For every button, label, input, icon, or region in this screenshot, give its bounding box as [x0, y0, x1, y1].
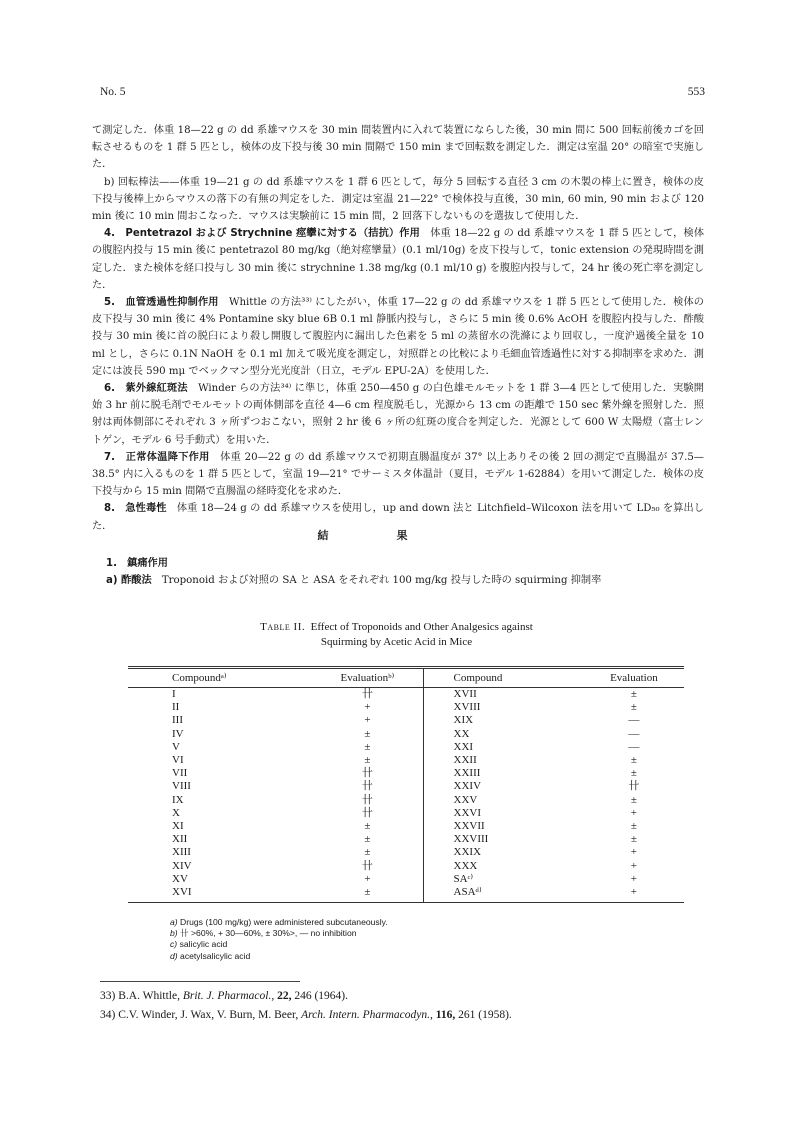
- compound-cell: XVIII: [423, 701, 584, 714]
- reference-journal: Arch. Intern. Pharmacodyn.,: [301, 1009, 433, 1021]
- compound-cell: II: [172, 701, 180, 714]
- table-caption: [0, 620, 793, 650]
- section-7-text: 体重 20—22 g の dd 系雄マウスで初期直腸温度が 37° 以上ありその後 2 回の測定で直腸温が 37.5—38.5° 内に入るものを 1 群 5 匹として，室温 19—21° でサーミスタ体温計（夏目，モデル 1-62884）を用いて測定した．検体の皮下投与から 15 min 間隔で直腸温の経時変化を求めた．: [92, 451, 704, 498]
- evaluation-cell: +: [630, 859, 637, 872]
- table-row: [128, 767, 684, 780]
- evaluation-cell: 卄: [361, 688, 373, 700]
- reference-journal: Brit. J. Pharmacol.,: [182, 990, 275, 1002]
- table-row: [128, 860, 684, 873]
- evaluation-cell: +: [630, 846, 637, 859]
- compound-cell: XXI: [423, 741, 584, 754]
- evaluation-cell: ±: [364, 740, 371, 753]
- section-6-text: Winder らの方法³⁴⁾ に準じ，体重 250—450 g の白色雄モルモットを 1 群 3—4 匹として使用した．実験開始 3 hr 前に脱毛剤でモルモットの両体側部を直径 4—6 cm 程度脱毛し，光源から 13 cm の距離で 150 sec 紫外線を照射した．照射は両体側部にそれぞれ 3 ヶ所ずつおこない，照射 2 hr 後 6 ヶ所の紅斑の度合を判定した．光源として 600 W 太陽燈（富士レントゲン，モデル 6 号手動式）を用いた．: [92, 383, 704, 446]
- table-label: Table II.: [260, 621, 306, 633]
- table-footnote: [170, 917, 388, 928]
- footnote-key: b): [170, 928, 178, 939]
- evaluation-cell: —: [628, 714, 640, 727]
- paragraph-rotarod: b) 回転棒法——体重 19—21 g の dd 系雄マウスを 1 群 6 匹として，毎分 5 回転する直径 3 cm の木製の棒上に置き，検体の皮下投与後棒上からマウスの落下の有無の判定をした．測定は室温 21—22° で検体投与直後，30 min, 60 min, 90 min および 120 min 後に 10 min 間おこなった．マウスは実験前に 15 min 間，2 回落下しないものを選抜して使用した．: [92, 176, 704, 223]
- evaluation-cell: ±: [630, 820, 637, 833]
- compound-cell: XI: [172, 820, 184, 833]
- footnote-text: 卄 >60%, + 30—60%, ± 30%>, — no inhibition: [180, 928, 357, 939]
- evaluation-cell: 卄: [361, 767, 373, 780]
- evaluation-cell: 卄: [361, 806, 373, 819]
- evaluation-cell: +: [364, 714, 371, 727]
- compound-cell: XXV: [423, 794, 584, 807]
- evaluation-cell: ±: [630, 793, 637, 806]
- evaluation-cell: ±: [630, 754, 637, 767]
- table-footnotes: [170, 917, 388, 962]
- compound-cell: XXVIII: [423, 833, 584, 846]
- results-subsection-analgesic: 1. 鎮痛作用: [106, 558, 168, 569]
- section-5-heading: 5. 血管透過性抑制作用: [104, 297, 219, 309]
- evaluation-cell: 卄: [361, 793, 373, 806]
- compound-cell: XVII: [423, 688, 584, 702]
- section-7-heading: 7. 正常体温降下作用: [104, 451, 210, 463]
- section-7: [92, 449, 704, 501]
- evaluation-cell: ±: [630, 701, 637, 714]
- evaluation-cell: ±: [364, 727, 371, 740]
- reference-authors: B.A. Whittle,: [118, 990, 180, 1002]
- evaluation-cell: ±: [630, 767, 637, 780]
- reference-number: 34): [100, 1009, 116, 1021]
- journal-issue-number: No. 5: [100, 86, 126, 98]
- section-8-text: 体重 18—24 g の dd 系雄マウスを使用し，up and down 法と Litchfield–Wilcoxon 法を用いて LD₅₀ を算出した．: [92, 503, 704, 532]
- evaluation-cell: 卄: [361, 859, 373, 872]
- footnote-key: c): [170, 939, 178, 950]
- compound-cell: XXIV: [423, 780, 584, 793]
- footnote-divider: [100, 981, 300, 982]
- compound-cell: VI: [172, 754, 184, 767]
- header-evaluation-left: Evaluationᵇ⁾: [312, 668, 423, 688]
- header-evaluation-right: Evaluation: [584, 668, 684, 688]
- compound-cell: XXVI: [423, 807, 584, 820]
- compound-cell: IV: [172, 727, 184, 740]
- compound-cell: XIV: [172, 859, 192, 872]
- header-compound-right: Compound: [423, 668, 584, 688]
- reference-item: [100, 987, 512, 1006]
- compound-cell: VIII: [172, 780, 191, 793]
- compound-cell: VII: [172, 767, 188, 780]
- evaluation-cell: ±: [364, 820, 371, 833]
- evaluation-cell: ±: [364, 833, 371, 846]
- compound-cell: III: [172, 714, 183, 727]
- section-8-heading: 8. 急性毒性: [104, 503, 167, 515]
- evaluation-cell: ±: [364, 754, 371, 767]
- results-acetic-acid-paragraph: [106, 572, 706, 589]
- compound-cell: XVI: [128, 886, 312, 903]
- evaluation-cell: —: [628, 727, 640, 740]
- footnote-key: a): [170, 917, 178, 927]
- section-6-heading: 6. 紫外線紅斑法: [104, 383, 188, 395]
- table-row: [128, 754, 684, 767]
- section-4-text: 体重 18—22 g の dd 系雄マウスを 1 群 5 匹として，検体の腹腔内投与 15 min 後に pentetrazol 80 mg/kg（絶対痙攣量）(0.1 ml/10g) を皮下投与して，tonic extension の発現時間を測定した．また検体を経口投与し 30 min 後に strychnine 1.38 mg/kg (0.1 ml/10 g) を腹腔内投与して，24 hr 後の死亡率を測定した．: [92, 228, 705, 291]
- compound-cell: I: [172, 688, 176, 700]
- compound-cell: XIII: [172, 846, 191, 859]
- footnote-text: acetylsalicylic acid: [180, 950, 251, 961]
- reference-volume: 116,: [435, 1009, 456, 1021]
- table-footnote: [170, 951, 388, 962]
- compound-cell: IX: [172, 793, 184, 806]
- evaluation-cell: +: [630, 806, 637, 819]
- page-header: [100, 86, 705, 102]
- paragraph-rotating-cage: て測定した．体重 18—22 g の dd 系雄マウスを 30 min 間装置内に入れて装置にならした後，30 min 間に 500 回転前後カゴを回転させるものを 1 群 5 匹とし，検体の皮下投与後 30 min 間隔で 150 min まで回転数を測定した．測定は室温 20° の暗室で実施した．: [92, 125, 704, 171]
- table-row: [128, 886, 684, 903]
- table-footnote: [170, 928, 388, 939]
- table-caption-line1: Effect of Troponoids and Other Analgesics against: [310, 621, 533, 633]
- section-5-text: Whittle の方法³³⁾ にしたがい，体重 17—22 g の dd 系雄マウスを 1 群 5 匹として使用した．検体の皮下投与 30 min 後に 4% Pontamine sky blue 6B 0.1 ml 静脈内投与し，さらに 5 min 後 0.6% AcOH を腹腔内投与した．酢酸投与 30 min 後に首の脱臼により殺し開腹して腹腔内に漏出した色素を 5 ml の蒸留水の洗滌により回収し，一度沪過後全量を 10 ml とし，さらに 0.1N NaOH を 0.1 ml 加えて吸光度を測定し，対照群との比較により毛細血管透過性に対する抑制率を求めた．測定には波長 590 mμ でベックマン型分光光度計（日立，モデル EPU-2A）を使用した．: [92, 297, 704, 377]
- table-row: [128, 820, 684, 833]
- footnote-text: salicylic acid: [179, 939, 228, 950]
- footnote-key: d): [170, 950, 178, 961]
- section-5: [92, 294, 704, 380]
- table-header-row: [128, 668, 684, 688]
- reference-number: 33): [100, 990, 116, 1002]
- compound-cell: XXX: [423, 860, 584, 873]
- page-number: 553: [687, 86, 705, 98]
- reference-item: [100, 1006, 512, 1025]
- results-acetic-acid-text: Troponoid および対照の SA と ASA をそれぞれ 100 mg/kg 投与した時の squirming 抑制率: [151, 575, 602, 587]
- table-caption-line2: Squirming by Acetic Acid in Mice: [320, 636, 473, 648]
- references: [100, 987, 512, 1025]
- table-row: [128, 701, 684, 714]
- evaluation-cell: +: [630, 872, 637, 885]
- compound-cell: ASAᵈ⁾: [423, 886, 584, 903]
- compound-cell: XXVII: [423, 820, 584, 833]
- results-section: [106, 555, 706, 589]
- footnote-text: Drugs (100 mg/kg) were administered subcutaneously.: [180, 917, 388, 927]
- compound-cell: XXII: [423, 754, 584, 767]
- compound-cell: XXIII: [423, 767, 584, 780]
- section-4-heading: 4. Pentetrazol および Strychnine 痙攣に対する（拮抗）作用: [104, 228, 420, 240]
- table-row: [128, 833, 684, 846]
- compound-cell: XII: [172, 833, 188, 846]
- evaluation-cell: +: [364, 701, 371, 714]
- compound-cell: XX: [423, 728, 584, 741]
- results-acetic-acid-heading: a) 酢酸法: [106, 575, 152, 587]
- evaluation-cell: —: [628, 740, 640, 753]
- evaluation-cell: ±: [312, 886, 423, 903]
- table-footnote: [170, 939, 388, 950]
- table-row: [128, 846, 684, 859]
- table-row: [128, 741, 684, 754]
- evaluation-cell: 卄: [361, 780, 373, 793]
- table-row: [128, 688, 684, 702]
- compound-cell: SAᶜ⁾: [423, 873, 584, 886]
- reference-pages-year: 246 (1964).: [294, 990, 349, 1002]
- table-row: [128, 794, 684, 807]
- table-row: [128, 714, 684, 727]
- compound-cell: V: [172, 740, 180, 753]
- evaluation-cell: +: [584, 886, 684, 903]
- compound-cell: XXIX: [423, 846, 584, 859]
- header-compound-left: Compoundᵃ⁾: [128, 668, 312, 688]
- evaluation-cell: ±: [630, 833, 637, 846]
- results-heading: 結果: [317, 529, 476, 542]
- squirming-table: [128, 666, 684, 903]
- section-6: [92, 380, 704, 449]
- table-row: [128, 728, 684, 741]
- evaluation-cell: ±: [364, 846, 371, 859]
- compound-cell: XV: [172, 872, 188, 885]
- compound-cell: X: [172, 806, 180, 819]
- reference-authors: C.V. Winder, J. Wax, V. Burn, M. Beer,: [118, 1009, 299, 1021]
- evaluation-cell: ±: [630, 688, 637, 700]
- reference-pages-year: 261 (1958).: [458, 1009, 512, 1021]
- evaluation-cell: 卄: [628, 780, 640, 793]
- methods-body: [92, 122, 704, 535]
- table-row: [128, 807, 684, 820]
- evaluation-cell: +: [364, 872, 371, 885]
- reference-volume: 22,: [277, 990, 292, 1002]
- compound-cell: XIX: [423, 714, 584, 727]
- section-4: [92, 225, 704, 294]
- table-row: [128, 873, 684, 886]
- table-row: [128, 780, 684, 793]
